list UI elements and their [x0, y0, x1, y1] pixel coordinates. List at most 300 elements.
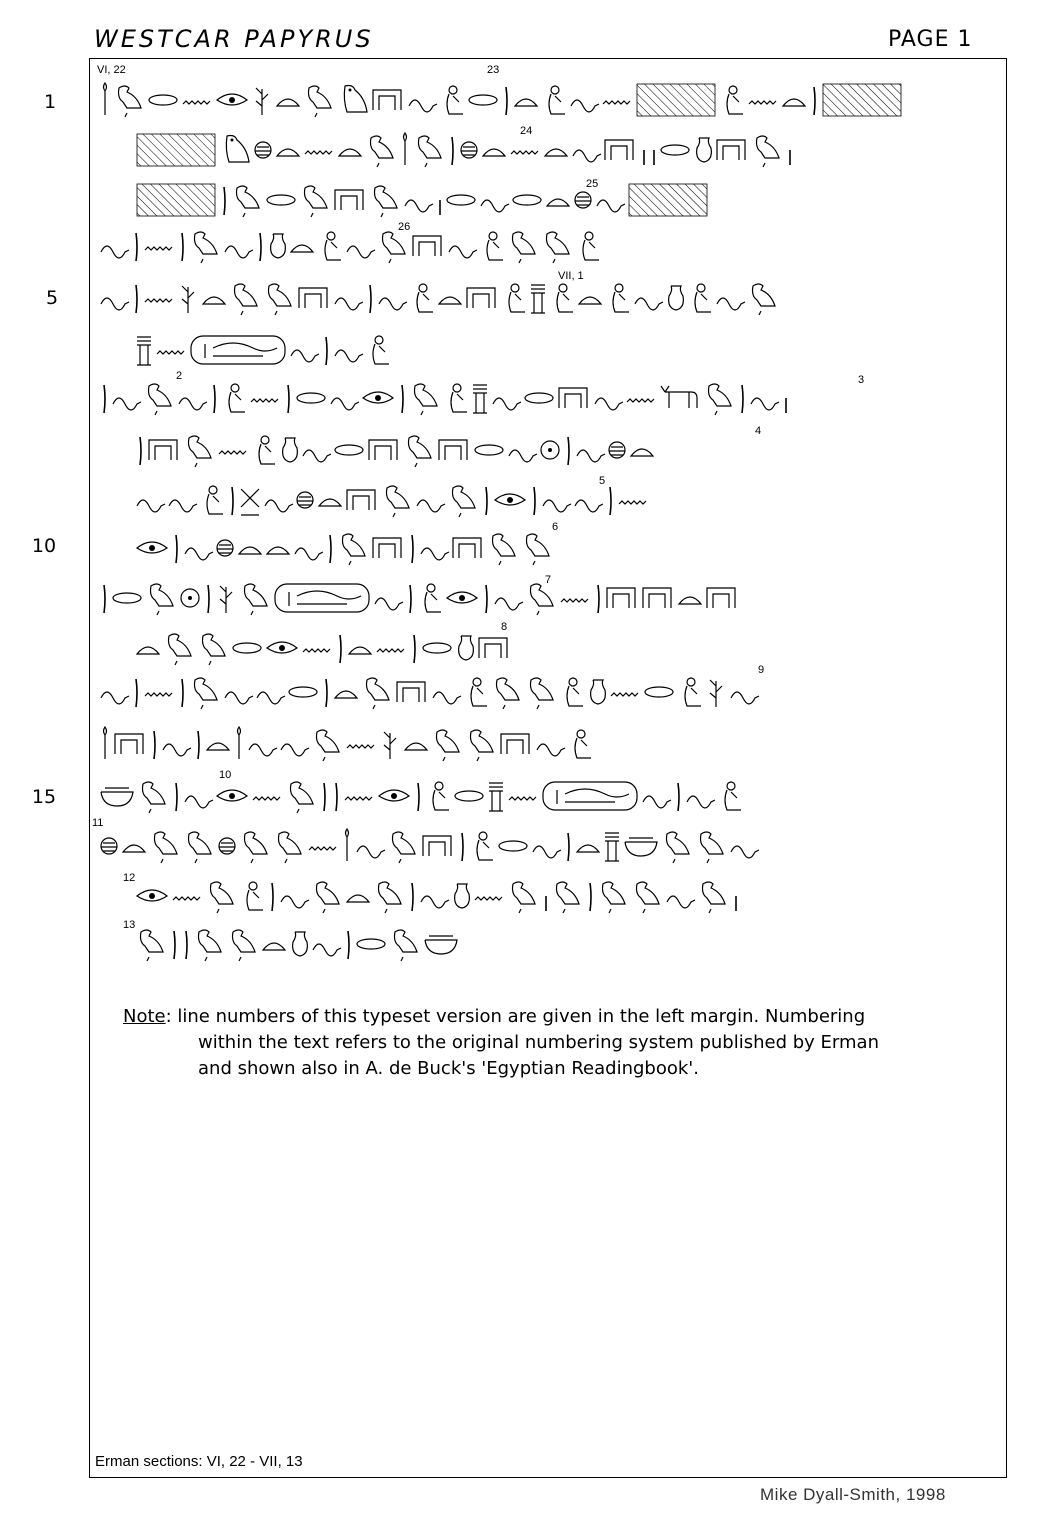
mouth-glyph	[469, 95, 497, 105]
pot-glyph	[591, 680, 606, 704]
stick-glyph	[568, 833, 569, 861]
seated-glyph	[613, 284, 629, 312]
pot-glyph	[271, 234, 286, 258]
snake-glyph	[375, 598, 403, 610]
house-glyph	[373, 90, 401, 110]
pillar-glyph	[489, 783, 503, 811]
house-glyph	[559, 388, 587, 408]
snake-glyph	[543, 500, 571, 512]
water-glyph	[347, 745, 374, 748]
seated-glyph	[325, 232, 341, 260]
bird-glyph	[151, 584, 174, 615]
bird-glyph	[415, 384, 438, 415]
snake-glyph	[335, 298, 363, 310]
bird-glyph	[603, 882, 626, 913]
seated-glyph	[471, 678, 487, 706]
seated-glyph	[425, 584, 441, 612]
bread-glyph	[339, 149, 361, 156]
lacuna-glyph	[823, 84, 901, 116]
snake-glyph	[421, 548, 449, 560]
note-line-1: : line numbers of this typeset version are given in the left margin. Numbering	[165, 1006, 866, 1027]
snake-glyph	[493, 398, 521, 410]
stick-glyph	[568, 437, 569, 465]
bird-glyph	[513, 232, 536, 263]
water-glyph	[627, 399, 654, 402]
water-glyph	[157, 351, 184, 354]
seated-glyph	[373, 336, 389, 364]
mouth-glyph	[149, 95, 177, 105]
snake-glyph	[295, 548, 323, 560]
bread-glyph	[137, 647, 159, 654]
seated-glyph	[549, 86, 565, 114]
pot-glyph	[459, 636, 474, 660]
erman-ref-24: 24	[520, 125, 533, 137]
water-glyph	[509, 797, 536, 800]
placenta-glyph	[217, 540, 233, 556]
snake-glyph	[577, 450, 605, 462]
glyph-layer	[101, 83, 901, 961]
placenta-glyph	[255, 142, 271, 158]
bird-glyph	[291, 782, 314, 813]
erman-ref-23: 23	[487, 64, 500, 76]
bread-glyph	[483, 149, 505, 156]
water-glyph	[345, 797, 372, 800]
snake-glyph	[635, 298, 663, 310]
mouth-glyph	[289, 687, 317, 697]
water-glyph	[377, 649, 404, 652]
seated-glyph	[509, 284, 525, 312]
house-glyph	[413, 236, 441, 256]
erman-ref-6: 6	[552, 521, 559, 533]
mouth-glyph	[661, 145, 689, 155]
bread-glyph	[545, 149, 567, 156]
stick-glyph	[452, 137, 453, 165]
bread-glyph	[679, 597, 701, 604]
bird-glyph	[531, 678, 554, 709]
snake-glyph	[257, 692, 285, 704]
bread-glyph	[319, 499, 341, 506]
snake-glyph	[449, 246, 477, 258]
house-glyph	[335, 190, 363, 210]
page-title: WESTCAR PAPYRUS	[94, 25, 374, 53]
bird-glyph	[305, 186, 328, 217]
stick-glyph	[136, 233, 137, 261]
bird-glyph	[317, 730, 340, 761]
ox-glyph	[661, 386, 697, 408]
snake-glyph	[281, 744, 309, 756]
snake-glyph	[249, 744, 277, 756]
credit: Mike Dyall-Smith, 1998	[760, 1485, 946, 1504]
bread-glyph	[267, 547, 289, 554]
bird-glyph	[513, 882, 536, 913]
seated-glyph	[487, 232, 503, 260]
stick-glyph	[272, 883, 273, 911]
bird-glyph	[667, 832, 690, 863]
bird-glyph	[343, 534, 366, 565]
mouth-glyph	[513, 195, 541, 205]
bird-glyph	[309, 86, 332, 117]
line-number-10: 10	[31, 535, 57, 557]
stick-glyph	[598, 585, 599, 613]
seated-glyph	[575, 730, 591, 758]
stick-glyph	[232, 487, 233, 515]
bread-glyph	[239, 547, 261, 554]
snake-glyph	[163, 744, 191, 756]
plant-glyph	[384, 732, 396, 759]
reed-glyph	[104, 83, 107, 115]
water-glyph	[749, 101, 776, 104]
placenta-glyph	[575, 192, 591, 208]
bird-glyph	[375, 186, 398, 217]
snake-glyph	[533, 846, 561, 858]
bird-glyph	[189, 436, 212, 467]
stick-glyph	[182, 233, 183, 261]
water-glyph	[253, 797, 280, 800]
pot-glyph	[293, 932, 308, 956]
seated-glyph	[433, 782, 449, 810]
bread-glyph	[263, 943, 285, 950]
house-glyph	[717, 140, 745, 160]
snake-glyph	[169, 500, 197, 512]
bread-glyph	[579, 297, 601, 304]
erman-sections: Erman sections: VI, 22 - VII, 13	[95, 1453, 303, 1470]
snake-glyph	[335, 350, 363, 362]
house-glyph	[479, 638, 507, 658]
eye-glyph	[447, 592, 477, 603]
lacuna-glyph	[629, 184, 707, 216]
note-block	[123, 1004, 963, 1082]
water-glyph	[145, 299, 172, 302]
house-glyph	[501, 734, 529, 754]
snake-glyph	[731, 692, 759, 704]
house-glyph	[643, 588, 671, 608]
pot-glyph	[455, 884, 470, 908]
pillar-glyph	[473, 385, 487, 413]
bird-glyph	[395, 930, 418, 961]
house-glyph	[607, 588, 635, 608]
bread-glyph	[291, 245, 313, 252]
stick-glyph	[610, 487, 611, 515]
pot-glyph	[697, 138, 712, 162]
bird-glyph	[637, 882, 660, 913]
water-glyph	[251, 399, 278, 402]
stick-glyph	[590, 883, 591, 911]
snake-glyph	[225, 692, 253, 704]
stick-glyph	[136, 285, 137, 313]
snake-glyph	[409, 100, 437, 112]
water-glyph	[309, 847, 336, 850]
basket-glyph	[425, 936, 457, 954]
pot-glyph	[669, 286, 684, 310]
snake-glyph	[595, 398, 623, 410]
reed-glyph	[346, 829, 349, 861]
snake-glyph	[537, 744, 565, 756]
mouth-glyph	[113, 593, 141, 603]
cartouche-glyph	[543, 782, 637, 810]
stick-glyph	[534, 487, 535, 515]
stick-glyph	[198, 731, 199, 759]
stick-glyph	[412, 535, 413, 563]
bird-glyph	[119, 86, 142, 117]
lacuna-glyph	[137, 134, 215, 166]
mouth-glyph	[525, 393, 553, 403]
pillar-glyph	[605, 833, 619, 861]
water-glyph	[561, 599, 588, 602]
owl-glyph	[344, 86, 367, 113]
bird-glyph	[383, 232, 406, 263]
snake-glyph	[687, 796, 715, 808]
stick-glyph	[326, 679, 327, 707]
snake-glyph	[717, 298, 745, 310]
bird-glyph	[709, 384, 732, 415]
pot-glyph	[283, 438, 298, 462]
bread-glyph	[277, 149, 299, 156]
bread-glyph	[207, 743, 229, 750]
eye-glyph	[379, 790, 409, 801]
erman-ref-2: 2	[176, 370, 183, 382]
sun-glyph	[541, 441, 559, 459]
stick-glyph	[288, 385, 289, 413]
mouth-glyph	[423, 643, 451, 653]
placenta-glyph	[297, 492, 313, 508]
snake-glyph	[379, 298, 407, 310]
erman-ref-5: 5	[599, 475, 606, 487]
bird-glyph	[143, 782, 166, 813]
house-glyph	[397, 682, 425, 702]
snake-glyph	[357, 846, 385, 858]
stick-glyph	[462, 833, 463, 861]
bird-glyph	[703, 882, 726, 913]
snake-glyph	[303, 450, 331, 462]
eye-glyph	[363, 392, 393, 403]
stick-glyph	[136, 679, 137, 707]
bird-glyph	[169, 634, 192, 665]
bird-glyph	[317, 882, 340, 913]
stick-glyph	[214, 385, 215, 413]
house-glyph	[347, 490, 375, 510]
page-number: PAGE 1	[888, 27, 973, 52]
plant-glyph	[710, 680, 722, 707]
placenta-glyph	[101, 838, 117, 854]
snake-glyph	[643, 796, 671, 808]
bread-glyph	[203, 297, 225, 304]
snake-glyph	[113, 398, 141, 410]
snake-glyph	[731, 846, 759, 858]
owl-glyph	[226, 136, 249, 163]
erman-ref-8: 8	[501, 621, 508, 633]
water-glyph	[619, 501, 646, 504]
stick-glyph	[324, 783, 325, 811]
lacuna-glyph	[137, 184, 215, 216]
bird-glyph	[203, 634, 226, 665]
plant-glyph	[256, 88, 268, 115]
stick-glyph	[208, 585, 209, 613]
bird-glyph	[371, 136, 394, 167]
bread-glyph	[347, 895, 369, 902]
snake-glyph	[495, 598, 523, 610]
sun-glyph	[181, 589, 199, 607]
snake-glyph	[225, 246, 253, 258]
seated-glyph	[727, 86, 743, 114]
snake-glyph	[291, 350, 319, 362]
erman-ref-vii-1: VII, 1	[558, 270, 584, 282]
water-glyph	[303, 649, 330, 652]
snake-glyph	[347, 246, 375, 258]
snake-glyph	[421, 896, 449, 908]
snake-glyph	[101, 298, 129, 310]
line-number-15: 15	[31, 786, 57, 808]
stick-glyph	[412, 883, 413, 911]
seated-glyph	[207, 486, 223, 514]
house-glyph	[453, 538, 481, 558]
erman-ref-3: 3	[858, 374, 865, 386]
stick-glyph	[414, 635, 415, 663]
snake-glyph	[509, 450, 537, 462]
placenta-glyph	[461, 142, 477, 158]
bread-glyph	[547, 199, 569, 206]
snake-glyph	[331, 398, 359, 410]
stick-glyph	[336, 783, 337, 811]
bird-glyph	[235, 284, 258, 315]
bird-glyph	[493, 534, 516, 565]
bird-glyph	[497, 678, 520, 709]
mouth-glyph	[447, 195, 475, 205]
note-line-3: and shown also in A. de Buck's 'Egyptian Readingbook'.	[198, 1058, 699, 1079]
stick-glyph	[348, 931, 349, 959]
erman-ref-4: 4	[755, 425, 762, 437]
bird-glyph	[155, 832, 178, 863]
mouth-glyph	[645, 687, 673, 697]
erman-ref-7: 7	[545, 574, 552, 586]
snake-glyph	[597, 200, 625, 212]
snake-glyph	[575, 500, 603, 512]
stick-glyph	[104, 585, 105, 613]
stick-glyph	[410, 585, 411, 613]
seated-glyph	[259, 436, 275, 464]
seated-glyph	[417, 284, 433, 312]
snake-glyph	[185, 548, 213, 560]
bird-glyph	[701, 832, 724, 863]
erman-ref-25: 25	[586, 178, 599, 190]
snake-glyph	[281, 896, 309, 908]
bird-glyph	[379, 882, 402, 913]
basket-glyph	[101, 788, 133, 806]
bird-glyph	[233, 930, 256, 961]
placenta-glyph	[609, 442, 625, 458]
pillar-glyph	[137, 337, 151, 365]
reed-glyph	[104, 727, 107, 759]
snake-glyph	[313, 944, 341, 956]
bird-glyph	[547, 232, 570, 263]
bird-glyph	[149, 384, 172, 415]
snake-glyph	[571, 100, 599, 112]
mouth-glyph	[335, 445, 363, 455]
bird-glyph	[453, 486, 476, 517]
lacuna-glyph	[637, 84, 715, 116]
mouth-glyph	[297, 393, 325, 403]
stick-glyph	[678, 783, 679, 811]
snake-glyph	[667, 896, 695, 908]
mouth-glyph	[455, 791, 483, 801]
stick-glyph	[370, 285, 371, 313]
bird-glyph	[141, 930, 164, 961]
eye-glyph	[137, 890, 167, 901]
stick-glyph	[402, 385, 403, 413]
note-label: Note	[123, 1006, 166, 1027]
bread-glyph	[123, 845, 145, 852]
stick-glyph	[814, 87, 815, 115]
seated-glyph	[725, 782, 741, 810]
erman-ref-vi-22: VI, 22	[97, 64, 126, 76]
snake-glyph	[751, 398, 779, 410]
mouth-glyph	[267, 195, 295, 205]
stick-glyph	[176, 783, 177, 811]
cartouche-glyph	[191, 336, 285, 364]
line-number-5: 5	[45, 287, 59, 309]
water-glyph	[219, 451, 246, 454]
cartouche-glyph	[275, 584, 369, 612]
erman-ref-9: 9	[758, 664, 765, 676]
mouth-glyph	[233, 643, 261, 653]
bird-glyph	[557, 882, 580, 913]
erman-ref-12: 12	[123, 872, 136, 884]
snake-glyph	[185, 796, 213, 808]
stick-glyph	[260, 233, 261, 261]
water-glyph	[611, 693, 638, 696]
bird-glyph	[211, 882, 234, 913]
bird-glyph	[393, 832, 416, 863]
bird-glyph	[269, 284, 292, 315]
water-glyph	[145, 247, 172, 250]
bread-glyph	[515, 99, 537, 106]
plant-glyph	[182, 286, 194, 313]
bird-glyph	[195, 232, 218, 263]
seated-glyph	[685, 678, 701, 706]
water-glyph	[511, 151, 538, 154]
house-glyph	[299, 288, 327, 308]
bird-glyph	[279, 832, 302, 863]
stick-glyph	[340, 635, 341, 663]
water-glyph	[145, 693, 172, 696]
bread-glyph	[631, 449, 653, 456]
bird-glyph	[245, 584, 268, 615]
seated-glyph	[451, 384, 467, 412]
bird-glyph	[189, 832, 212, 863]
stick-glyph	[104, 385, 105, 413]
house-glyph	[605, 140, 633, 160]
bird-glyph	[753, 284, 776, 315]
bird-glyph	[245, 832, 268, 863]
note-line-2: within the text refers to the original numbering system published by Erman	[198, 1032, 879, 1053]
erman-ref-26: 26	[398, 221, 411, 233]
placenta-glyph	[219, 838, 235, 854]
stick-glyph	[176, 535, 177, 563]
water-glyph	[305, 151, 332, 154]
house-glyph	[423, 836, 451, 856]
eye-glyph	[217, 94, 247, 105]
line-number-1: 1	[43, 91, 57, 113]
erman-ref-13: 13	[123, 919, 136, 931]
cross-glyph	[241, 489, 259, 515]
bread-glyph	[577, 845, 599, 852]
water-glyph	[603, 101, 630, 104]
snake-glyph	[481, 200, 509, 212]
house-glyph	[439, 440, 467, 460]
house-glyph	[707, 588, 735, 608]
mouth-glyph	[357, 939, 385, 949]
house-glyph	[467, 288, 495, 308]
seated-glyph	[229, 384, 245, 412]
